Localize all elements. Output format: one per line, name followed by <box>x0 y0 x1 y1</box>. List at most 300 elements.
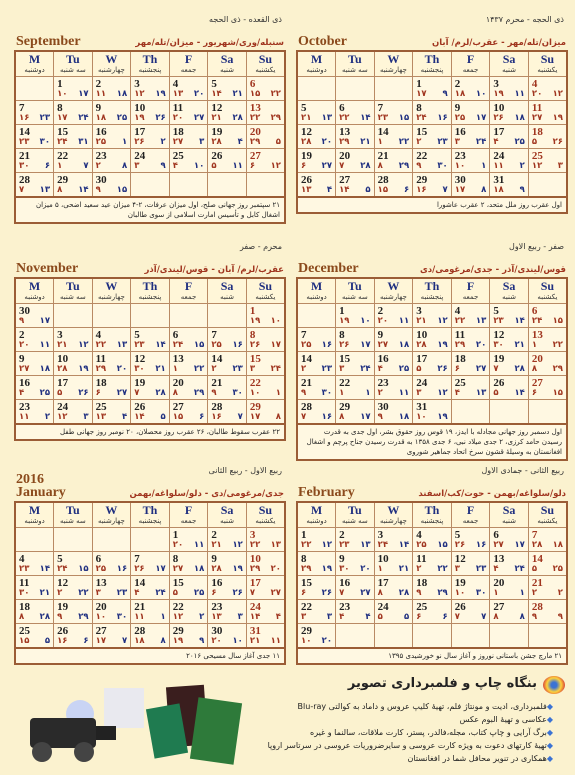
day-cell <box>528 400 567 425</box>
gregorian-day: 16 <box>377 353 389 365</box>
hijri-day: ۱۶ <box>211 412 222 422</box>
day-cell <box>451 400 490 425</box>
hijri-day: ۱۳ <box>95 412 107 422</box>
month-header <box>296 241 568 277</box>
gregorian-day: 23 <box>454 150 466 162</box>
day-cell <box>208 552 247 576</box>
note-line: اول عقرب روز ملل متحد، ۲ عقرب عاشورا <box>436 201 562 209</box>
day-cell <box>297 173 336 198</box>
weekday-su <box>528 51 567 77</box>
hijri-day: ۵ <box>531 564 538 574</box>
secondary-dates <box>19 588 50 598</box>
gregorian-day: 4 <box>19 553 25 565</box>
solar-day: ۱۲ <box>232 540 243 550</box>
gregorian-day: 27 <box>249 150 261 162</box>
hijri-day: ۱۸ <box>95 113 107 123</box>
day-cell <box>92 77 131 101</box>
gregorian-day: 9 <box>339 553 345 565</box>
day-cell <box>490 125 529 149</box>
weekday-f <box>169 51 208 77</box>
weekday-sa <box>490 51 529 77</box>
weekday-su <box>246 502 285 528</box>
day-cell <box>413 173 452 198</box>
gregorian-day: 23 <box>19 401 30 413</box>
day-cell <box>15 77 54 101</box>
gregorian-day: 18 <box>95 377 107 389</box>
day-cell <box>169 624 208 649</box>
solar-day: ۱۹ <box>78 364 89 374</box>
hijri-day: ۸ <box>377 161 383 171</box>
hijri-day: ۱۲ <box>531 161 543 171</box>
hijri-day: ۹ <box>531 612 538 622</box>
solar-day: ۲۳ <box>437 137 448 147</box>
hijri-day: ۱ <box>531 340 538 350</box>
gregorian-day: 7 <box>19 102 25 114</box>
secondary-dates <box>532 137 563 147</box>
hijri-day: ۲۸ <box>211 137 222 147</box>
secondary-dates <box>211 137 243 147</box>
day-cell <box>208 624 247 649</box>
secondary-dates <box>134 564 166 574</box>
day-cell <box>413 77 452 101</box>
week-row <box>15 376 285 400</box>
day-cell <box>413 576 452 600</box>
solar-day: ۱۸ <box>193 564 205 574</box>
secondary-dates <box>19 161 50 171</box>
hijri-day: ۲۸ <box>301 137 312 147</box>
secondary-dates <box>378 564 410 574</box>
secondary-dates <box>378 412 410 422</box>
hijri-day: ۲۴ <box>377 540 389 550</box>
hijri-day: ۶ <box>301 161 307 171</box>
day-cell <box>297 352 336 376</box>
hijri-day: ۱۷ <box>95 636 107 646</box>
week-row <box>297 173 567 198</box>
secondary-dates <box>339 113 371 123</box>
month-october <box>296 14 568 214</box>
secondary-dates <box>339 316 371 326</box>
week-row <box>15 528 285 552</box>
hijri-day: ۲۲ <box>95 340 107 350</box>
hijri-day: ۲۱ <box>416 316 427 326</box>
gregorian-day: 30 <box>377 401 389 413</box>
secondary-dates <box>339 540 371 550</box>
hijri-day: ۹ <box>57 612 63 622</box>
solar-day: ۱۲ <box>437 388 448 398</box>
weekday-f <box>169 502 208 528</box>
secondary-dates <box>493 540 525 550</box>
day-cell <box>336 304 375 328</box>
day-cell <box>169 77 208 101</box>
secondary-dates <box>493 364 525 374</box>
hijri-day: ۲۹ <box>249 564 261 574</box>
hijri-day: ۴ <box>134 588 140 598</box>
service-item: ◆ برگ آرایی و چاپ کتاب، مجله،فالدر، پستر، کارت ملاقات، سالنما و غیره <box>263 726 553 739</box>
solar-day: ۵ <box>403 612 410 622</box>
hijri-day: ۲۴ <box>57 564 68 574</box>
secondary-dates <box>493 340 525 350</box>
gregorian-day: 1 <box>339 305 345 317</box>
gregorian-day: 29 <box>172 625 184 637</box>
gregorian-day: 2 <box>454 78 461 90</box>
solar-day: ۶ <box>403 185 410 195</box>
hijri-day: ۱۰ <box>95 612 107 622</box>
weekday-persian: پنجشنبه <box>138 293 162 301</box>
solar-day: ۴ <box>237 137 243 147</box>
weekday-abbr: Tu <box>66 503 80 517</box>
gregorian-day: 29 <box>339 401 351 413</box>
hijri-day: ۳۰ <box>19 588 30 598</box>
hijri-day: ۲۶ <box>249 340 261 350</box>
gregorian-day: 28 <box>301 401 312 413</box>
month-name <box>16 35 81 48</box>
secondary-dates <box>416 113 448 123</box>
day-cell <box>169 101 208 125</box>
gregorian-day: 28 <box>531 601 543 613</box>
solar-day: ۱۹ <box>437 412 448 422</box>
solar-day: ۷ <box>481 612 487 622</box>
weekday-sa <box>490 278 529 304</box>
month-title: February <box>298 485 355 500</box>
secondary-dates <box>250 636 281 646</box>
weekday-abbr: M <box>28 503 41 517</box>
hijri-day: ۹ <box>211 388 217 398</box>
gregorian-day: 7 <box>301 329 307 341</box>
gregorian-day: 22 <box>249 377 261 389</box>
secondary-dates <box>301 612 332 622</box>
solar-day: ۱۳ <box>270 540 281 550</box>
day-cell <box>54 600 93 624</box>
secondary-dates <box>19 388 50 398</box>
hijri-day: ۱۲ <box>134 89 145 99</box>
month-header <box>14 14 286 50</box>
secondary-dates <box>250 340 281 350</box>
secondary-dates <box>173 137 205 147</box>
solar-day: ۶ <box>442 612 448 622</box>
secondary-dates <box>416 340 448 350</box>
secondary-dates <box>416 89 448 99</box>
solar-day: ۳۰ <box>475 588 487 598</box>
day-cell <box>336 125 375 149</box>
solar-day: ۲۹ <box>437 588 448 598</box>
secondary-dates <box>532 564 563 574</box>
hijri-months: ذی القعده - ذی الحجه <box>209 15 282 24</box>
solar-day: ۲۲ <box>78 588 89 598</box>
gregorian-day: 25 <box>172 150 184 162</box>
solar-day: ۲۳ <box>232 364 243 374</box>
month-header <box>14 465 286 501</box>
secondary-dates <box>211 540 243 550</box>
solar-day: ۱۴ <box>514 316 525 326</box>
day-cell <box>208 173 247 198</box>
hijri-day: ۶ <box>249 161 256 171</box>
day-cell <box>490 352 529 376</box>
gregorian-day: 12 <box>211 102 223 114</box>
gregorian-day: 10 <box>377 553 389 565</box>
weekday-abbr: M <box>28 52 41 66</box>
day-cell <box>336 77 375 101</box>
gregorian-day: 25 <box>531 150 543 162</box>
calendar-grid <box>14 501 286 649</box>
hijri-day: ۳ <box>301 612 307 622</box>
weekday-sa <box>490 502 529 528</box>
solar-day: ۲۴ <box>155 588 166 598</box>
gregorian-day: 1 <box>416 78 422 90</box>
weekday-persian: سه شنبه <box>342 517 368 525</box>
weekday-header-row <box>297 278 567 304</box>
hijri-day: ۲ <box>416 137 422 147</box>
hijri-day: ۱۷ <box>57 113 68 123</box>
gregorian-day: 4 <box>531 78 538 90</box>
weekday-tu <box>336 502 375 528</box>
gregorian-day: 31 <box>493 174 505 186</box>
gregorian-day: 13 <box>339 126 351 138</box>
weekday-persian: یکشنبه <box>255 66 276 74</box>
hijri-day: ۲۵ <box>211 340 222 350</box>
secondary-dates <box>96 564 128 574</box>
day-cell <box>92 400 131 425</box>
secondary-dates <box>339 364 371 374</box>
week-row <box>297 304 567 328</box>
solar-day: ۱۸ <box>398 412 410 422</box>
weekday-abbr: Tu <box>348 503 362 517</box>
hijri-day: ۱۳ <box>301 185 312 195</box>
solar-day: ۲۲ <box>437 564 448 574</box>
solar-day: ۲۹ <box>78 612 89 622</box>
solar-day: ۴ <box>121 412 128 422</box>
service-item: ◆ عکاسی و تهیهٔ البوم عکس <box>263 713 553 726</box>
solar-day: ۱۶ <box>232 340 243 350</box>
secondary-dates <box>493 612 525 622</box>
solar-day: ۱ <box>365 388 371 398</box>
gregorian-day: 20 <box>249 126 261 138</box>
gregorian-day: 6 <box>249 78 256 90</box>
day-cell <box>413 528 452 552</box>
hijri-day: ۳ <box>249 364 256 374</box>
solar-day: ۲۹ <box>193 388 205 398</box>
day-cell <box>54 552 93 576</box>
solar-day: ۶ <box>199 412 205 422</box>
secondary-dates <box>211 412 243 422</box>
day-cell <box>528 173 567 198</box>
secondary-dates <box>416 588 448 598</box>
day-cell <box>528 125 567 149</box>
solar-day: ۸ <box>481 185 487 195</box>
advert-title: بنگاه چاپ و فلمبرداری تصویر <box>347 676 537 691</box>
solar-day: ۱۰ <box>193 161 205 171</box>
weekday-w <box>374 502 413 528</box>
week-row <box>15 624 285 649</box>
hijri-day: ۲۱ <box>211 540 222 550</box>
weekday-persian: پنجشنبه <box>420 293 444 301</box>
hijri-day: ۳ <box>95 588 101 598</box>
gregorian-day: 25 <box>454 377 466 389</box>
gregorian-day: 30 <box>454 174 466 186</box>
weekday-persian: یکشنبه <box>537 66 558 74</box>
day-cell <box>297 101 336 125</box>
solar-day: ۱۲ <box>437 316 448 326</box>
gregorian-day: 17 <box>377 577 389 589</box>
solar-day: ۵ <box>365 185 371 195</box>
week-row <box>297 528 567 552</box>
gregorian-day: 19 <box>493 353 505 365</box>
gregorian-day: 5 <box>57 553 63 565</box>
hijri-day: ۱۵ <box>19 636 30 646</box>
secondary-dates <box>301 636 332 646</box>
hijri-day: ۵ <box>57 388 63 398</box>
hijri-day: ۱۴ <box>134 412 145 422</box>
hijri-day: ۲۲ <box>301 540 312 550</box>
secondary-dates <box>339 161 371 171</box>
secondary-dates <box>493 113 525 123</box>
hijri-day: ۵ <box>531 137 538 147</box>
solar-day: ۲۳ <box>116 588 128 598</box>
day-cell <box>374 624 413 649</box>
hijri-day: ۳ <box>454 564 460 574</box>
weekday-f <box>451 502 490 528</box>
hijri-day: ۲۵ <box>301 340 312 350</box>
solar-day: ۱۳ <box>475 388 487 398</box>
day-cell <box>208 528 247 552</box>
gregorian-day: 6 <box>493 529 499 541</box>
secondary-dates <box>416 388 448 398</box>
gregorian-day: 10 <box>493 102 505 114</box>
month-notes <box>14 425 286 441</box>
gregorian-day: 7 <box>377 102 384 114</box>
gregorian-day: 21 <box>211 377 223 389</box>
solar-day: ۱۴ <box>360 113 371 123</box>
day-cell <box>490 149 529 173</box>
day-cell <box>297 77 336 101</box>
month-name <box>298 35 347 48</box>
day-cell <box>92 600 131 624</box>
hijri-day: ۸ <box>172 388 178 398</box>
gregorian-day: 6 <box>531 305 538 317</box>
solar-day: ۳۰ <box>232 388 243 398</box>
gregorian-day: 30 <box>211 625 223 637</box>
weekday-m <box>15 51 54 77</box>
calendar-grid <box>296 501 568 649</box>
gregorian-day: 20 <box>531 353 543 365</box>
weekday-abbr: F <box>184 279 193 293</box>
solar-day: ۱۸ <box>514 113 525 123</box>
gregorian-day: 9 <box>95 102 102 114</box>
weekday-persian: چهارشنبه <box>97 517 125 525</box>
secondary-dates <box>57 185 89 195</box>
weekday-abbr: Th <box>424 503 440 517</box>
secondary-dates <box>96 588 128 598</box>
gregorian-day: 11 <box>531 102 543 114</box>
gregorian-day: 2 <box>19 329 25 341</box>
gregorian-day: 5 <box>134 329 140 341</box>
hijri-day: ۲۱ <box>57 340 68 350</box>
solar-day: ۲۷ <box>270 588 281 598</box>
hijri-day: ۶ <box>211 588 217 598</box>
solar-day: ۴ <box>365 612 371 622</box>
day-cell <box>246 528 285 552</box>
gregorian-day: 28 <box>377 174 389 186</box>
gregorian-day: 2 <box>377 305 384 317</box>
hijri-day: ۱۵ <box>377 185 389 195</box>
weekday-persian: چهارشنبه <box>379 517 407 525</box>
gregorian-day: 26 <box>454 601 466 613</box>
secondary-dates <box>134 340 166 350</box>
hijri-day: ۳۰ <box>339 564 350 574</box>
solar-day: ۲۱ <box>232 89 243 99</box>
secondary-dates <box>57 113 89 123</box>
weekday-persian: سه شنبه <box>60 66 86 74</box>
hijri-day: ۱۳ <box>172 89 184 99</box>
secondary-dates <box>416 137 448 147</box>
gregorian-day: 29 <box>249 401 261 413</box>
day-cell <box>413 149 452 173</box>
hijri-day: ۲ <box>211 364 217 374</box>
day-cell <box>169 352 208 376</box>
gregorian-day: 21 <box>377 150 389 162</box>
weekday-persian: شنبه <box>220 293 235 301</box>
day-cell <box>169 528 208 552</box>
hijri-day: ۲۹ <box>454 340 466 350</box>
solar-day: ۱۷ <box>155 564 166 574</box>
solar-day: ۱۳ <box>321 113 333 123</box>
weekday-abbr: W <box>387 279 400 293</box>
day-cell <box>54 376 93 400</box>
day-cell <box>374 125 413 149</box>
hijri-day: ۲۵ <box>95 564 107 574</box>
solar-day: ۹ <box>442 89 448 99</box>
secondary-dates <box>250 540 281 550</box>
solar-day: ۳۰ <box>39 137 51 147</box>
solar-day: ۲۷ <box>360 588 371 598</box>
weekday-abbr: F <box>466 52 475 66</box>
persian-months: میزان/تله/مهر - عقرب/لرم/ آبان <box>431 38 566 48</box>
day-cell <box>15 624 54 649</box>
solar-day: ۲۶ <box>437 364 448 374</box>
solar-day: ۱۱ <box>39 340 51 350</box>
day-cell <box>528 376 567 400</box>
gregorian-day: 8 <box>172 553 179 565</box>
solar-day: ۲۹ <box>270 113 281 123</box>
weekday-tu <box>54 51 93 77</box>
hijri-day: ۹ <box>416 161 422 171</box>
secondary-dates <box>455 340 487 350</box>
solar-day: ۲۳ <box>321 364 333 374</box>
gregorian-day: 19 <box>301 150 312 162</box>
secondary-dates <box>96 340 128 350</box>
day-cell <box>15 376 54 400</box>
day-cell <box>15 528 54 552</box>
solar-day: ۱۸ <box>39 364 51 374</box>
day-cell <box>451 304 490 328</box>
gregorian-day: 25 <box>19 625 30 637</box>
gregorian-day: 16 <box>19 377 30 389</box>
secondary-dates <box>211 612 243 622</box>
month-title: December <box>298 261 359 276</box>
gregorian-day: 5 <box>211 78 217 90</box>
gregorian-day: 29 <box>301 625 312 637</box>
weekday-abbr: Sa <box>502 279 516 293</box>
solar-day: ۲۰ <box>475 340 487 350</box>
gregorian-day: 27 <box>531 377 543 389</box>
day-cell <box>169 552 208 576</box>
day-cell <box>490 328 529 352</box>
gregorian-day: 24 <box>249 601 261 613</box>
gregorian-day: 11 <box>416 553 427 565</box>
day-cell <box>131 600 170 624</box>
secondary-dates <box>96 636 128 646</box>
solar-day: ۵ <box>275 137 281 147</box>
solar-day: ۳۰ <box>437 161 448 171</box>
